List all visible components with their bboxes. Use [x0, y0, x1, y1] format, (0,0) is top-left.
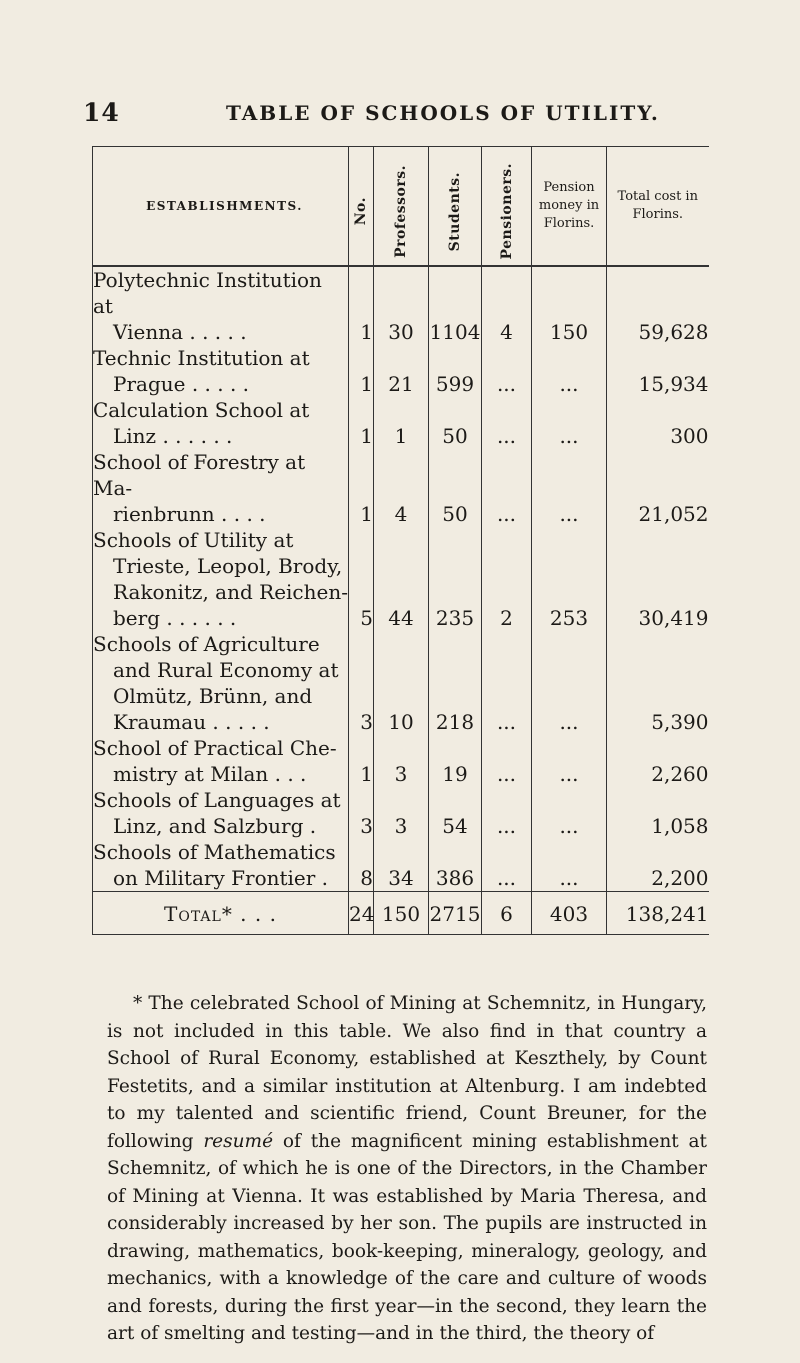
table-row	[93, 735, 709, 787]
cell-pensioners: ...	[482, 345, 532, 397]
establishment-name-line1: Calculation School at	[93, 398, 310, 422]
total-pension-money: 403	[532, 892, 607, 935]
running-head: TABLE OF SCHOOLS OF UTILITY.	[226, 101, 660, 125]
cell-pensioners: ...	[482, 631, 532, 735]
total-total-cost: 138,241	[607, 892, 709, 935]
establishment-name	[93, 839, 349, 892]
establishment-name-line2: on Military Frontier .	[113, 866, 329, 890]
establishment-name-line2: Vienna . . . . .	[113, 320, 247, 344]
cell-pensioners: ...	[482, 839, 532, 892]
cell-students: 50	[429, 449, 482, 527]
establishment-name-line1: Schools of Agriculture	[93, 632, 320, 656]
cell-no: 3	[349, 631, 374, 735]
table-row	[93, 266, 709, 345]
cell-total-cost: 59,628	[607, 266, 709, 345]
cell-no: 5	[349, 527, 374, 631]
header-total-cost: Total cost in Florins.	[607, 147, 709, 267]
establishment-name-line1: Polytechnic Institution at	[93, 268, 322, 318]
header-no: No.	[349, 147, 374, 267]
cell-pensioners: 2	[482, 527, 532, 631]
cell-no: 1	[349, 397, 374, 449]
cell-professors: 4	[374, 449, 429, 527]
cell-students: 235	[429, 527, 482, 631]
establishment-name	[93, 449, 349, 527]
cell-pension-money: ...	[532, 735, 607, 787]
cell-students: 599	[429, 345, 482, 397]
cell-pensioners: ...	[482, 735, 532, 787]
header-pension-money: Pension money in Florins.	[532, 147, 607, 267]
cell-total-cost: 1,058	[607, 787, 709, 839]
footnote-italic-word: resumé	[203, 1130, 274, 1152]
cell-pension-money: ...	[532, 345, 607, 397]
establishment-name	[93, 527, 349, 631]
cell-professors: 44	[374, 527, 429, 631]
table-row	[93, 631, 709, 735]
establishment-name-line2: Linz . . . . . .	[113, 424, 233, 448]
footnote-text-start: * The celebrated School of Mining at Schemnitz, in Hungary, is not included in this table. We also find in that country a School of Rural Economy, established at Keszthely, by Count Festetits, and a similar institution at Altenburg. I am indebted to my talented and scientific friend, Count Breuner, for the following	[107, 993, 707, 1152]
cell-pensioners: ...	[482, 787, 532, 839]
header-students: Students.	[429, 147, 482, 267]
cell-students: 19	[429, 735, 482, 787]
table-row	[93, 787, 709, 839]
footnote-text-end: of the magnificent mining establishment at Schemnitz, of which he is one of the Directors, in the Chamber of Mining at Vienna. It was established by Maria Theresa, and considerably increased by her son. The pupils are instructed in drawing, mathematics, book-keeping, mineralogy, geology, and mechanics, with a knowledge of the care and culture of woods and forests, during the first year—in the second, they learn the art of smelting and testing—and in the third, the theory of	[107, 1130, 707, 1344]
cell-no: 3	[349, 787, 374, 839]
establishment-name-line1: School of Forestry at Ma-	[93, 450, 306, 500]
cell-pension-money: ...	[532, 839, 607, 892]
cell-pension-money: ...	[532, 631, 607, 735]
page-number: 14	[83, 98, 120, 127]
footnote	[107, 990, 707, 1348]
cell-students: 54	[429, 787, 482, 839]
establishment-name-line2: rienbrunn . . . .	[113, 502, 266, 526]
establishment-name	[93, 631, 349, 735]
establishment-name-line2: mistry at Milan . . .	[113, 762, 307, 786]
cell-no: 1	[349, 449, 374, 527]
table-row	[93, 527, 709, 631]
cell-students: 218	[429, 631, 482, 735]
establishment-name-line1: Schools of Utility at	[93, 528, 294, 552]
total-students: 2715	[429, 892, 482, 935]
cell-professors: 3	[374, 735, 429, 787]
total-professors: 150	[374, 892, 429, 935]
cell-pensioners: ...	[482, 449, 532, 527]
establishment-name-line1: Schools of Mathematics	[93, 840, 336, 864]
cell-students: 1104	[429, 266, 482, 345]
establishment-name-line2: Trieste, Leopol, Brody, Rakonitz, and Reichen- berg . . . . . .	[113, 554, 348, 630]
table-row	[93, 449, 709, 527]
cell-total-cost: 2,200	[607, 839, 709, 892]
cell-total-cost: 30,419	[607, 527, 709, 631]
establishment-name-line2: Prague . . . . .	[113, 372, 250, 396]
total-no: 24	[349, 892, 374, 935]
cell-pension-money: 253	[532, 527, 607, 631]
cell-pension-money: ...	[532, 449, 607, 527]
schools-table	[92, 146, 709, 935]
establishment-name	[93, 266, 349, 345]
cell-professors: 30	[374, 266, 429, 345]
cell-pension-money: 150	[532, 266, 607, 345]
cell-professors: 3	[374, 787, 429, 839]
total-label: Total* . . .	[93, 892, 349, 935]
cell-students: 50	[429, 397, 482, 449]
cell-pensioners: 4	[482, 266, 532, 345]
cell-professors: 1	[374, 397, 429, 449]
cell-no: 1	[349, 345, 374, 397]
cell-total-cost: 5,390	[607, 631, 709, 735]
establishment-name-line2: Linz, and Salzburg .	[113, 814, 317, 838]
establishment-name	[93, 735, 349, 787]
table-row	[93, 397, 709, 449]
cell-pension-money: ...	[532, 397, 607, 449]
cell-professors: 21	[374, 345, 429, 397]
schools-table-container	[92, 146, 708, 935]
header-pensioners: Pensioners.	[482, 147, 532, 267]
establishment-name-line1: School of Practical Che-	[93, 736, 337, 760]
cell-no: 8	[349, 839, 374, 892]
header-professors: Professors.	[374, 147, 429, 267]
table-header-row	[93, 147, 709, 267]
total-row	[93, 892, 709, 935]
cell-no: 1	[349, 266, 374, 345]
establishment-name-line2: and Rural Economy at Olmütz, Brünn, and Kraumau . . . . .	[113, 658, 339, 734]
establishment-name-line1: Schools of Languages at	[93, 788, 341, 812]
cell-total-cost: 21,052	[607, 449, 709, 527]
cell-professors: 34	[374, 839, 429, 892]
cell-professors: 10	[374, 631, 429, 735]
footnote-paragraph	[107, 990, 707, 1348]
cell-total-cost: 15,934	[607, 345, 709, 397]
cell-students: 386	[429, 839, 482, 892]
header-establishments: ESTABLISHMENTS.	[93, 147, 349, 267]
table-row	[93, 345, 709, 397]
establishment-name	[93, 787, 349, 839]
establishment-name	[93, 345, 349, 397]
cell-total-cost: 300	[607, 397, 709, 449]
establishment-name-line1: Technic Institution at	[93, 346, 310, 370]
cell-pensioners: ...	[482, 397, 532, 449]
total-pensioners: 6	[482, 892, 532, 935]
cell-pension-money: ...	[532, 787, 607, 839]
cell-total-cost: 2,260	[607, 735, 709, 787]
cell-no: 1	[349, 735, 374, 787]
table-row	[93, 839, 709, 892]
establishment-name	[93, 397, 349, 449]
